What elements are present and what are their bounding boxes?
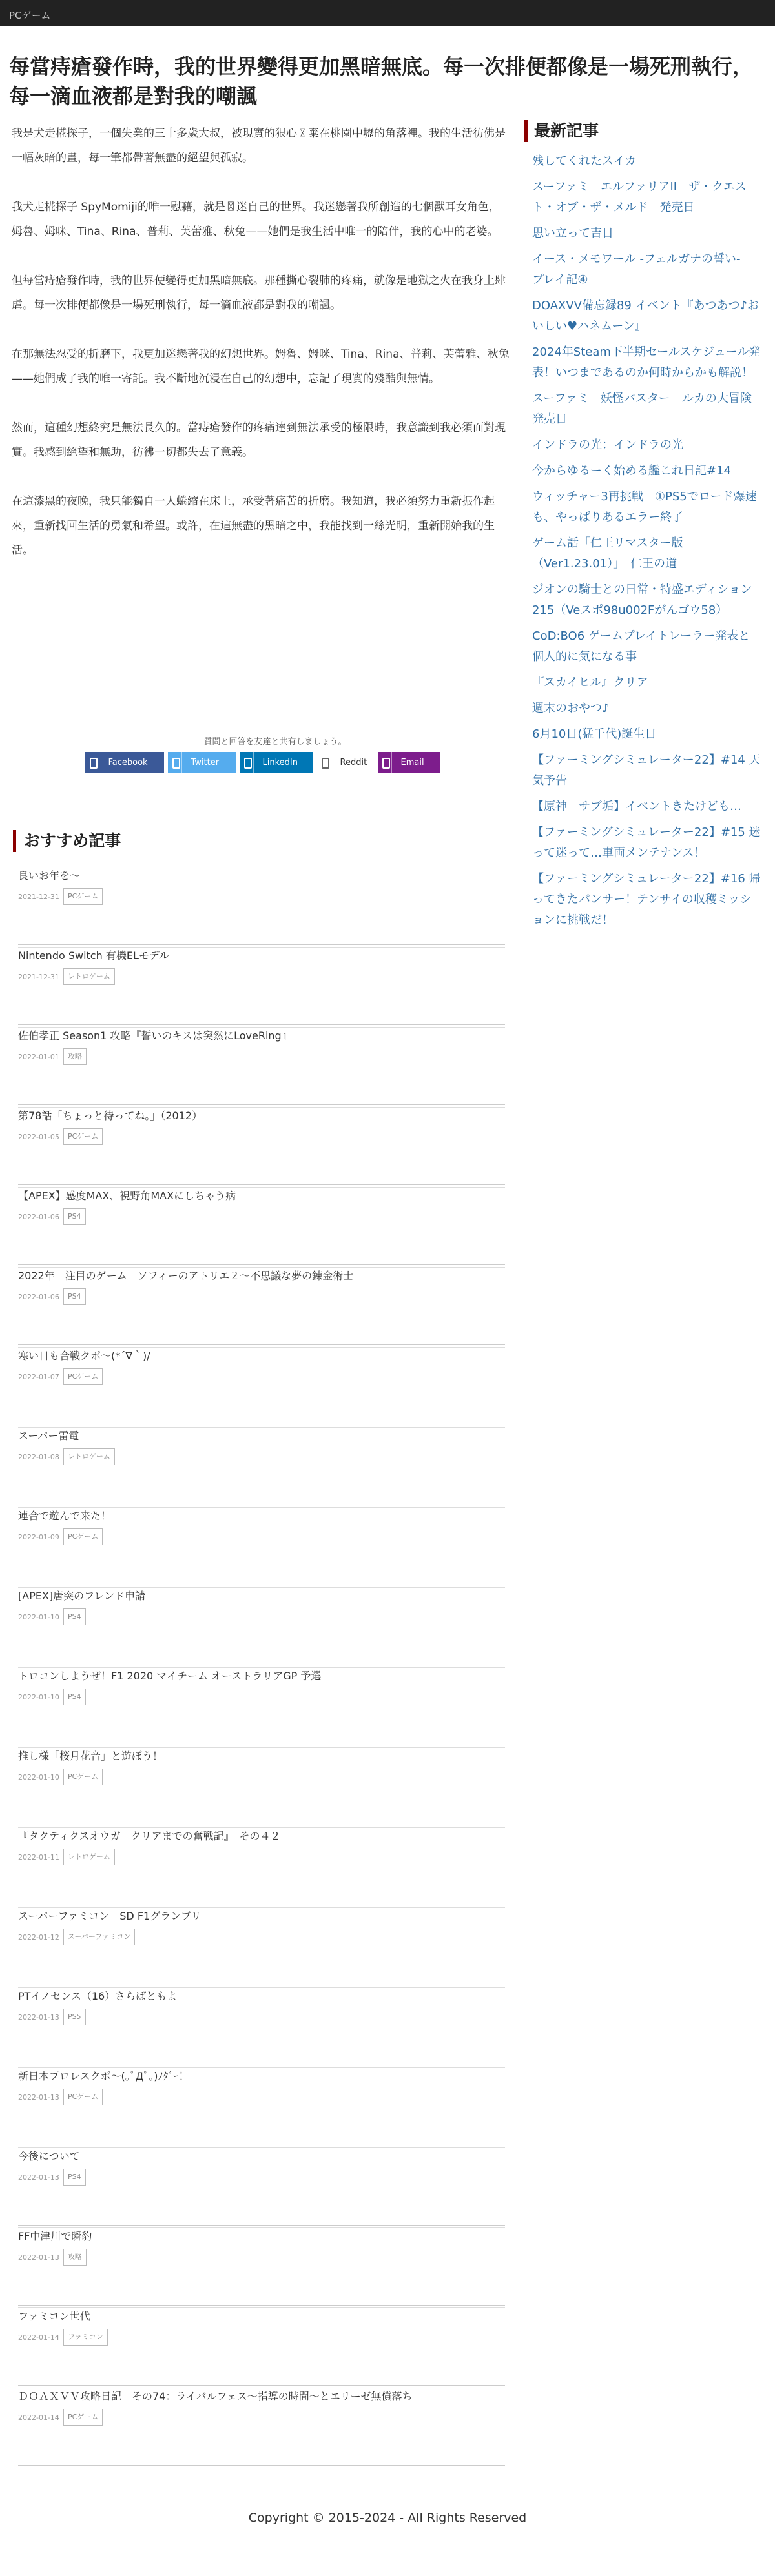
recommended-item-date: 2022-01-14: [18, 2333, 59, 2342]
recommended-item-date: 2022-01-14: [18, 2413, 59, 2422]
share-section: [13, 735, 512, 773]
recommended-item: [18, 2145, 505, 2226]
recommended-item-title[interactable]: 連合で遊んで来た！: [18, 1510, 112, 1522]
latest-post-link[interactable]: 『スカイヒル』クリア: [532, 676, 648, 689]
share-button-label: Email: [400, 757, 424, 767]
share-facebook-button[interactable]: [85, 752, 164, 773]
latest-post-link[interactable]: 今からゆるーく始める艦これ日記#14: [532, 464, 731, 478]
twitter-icon: [168, 752, 182, 773]
recommended-item-title[interactable]: 2022年 注目のゲーム ソフィーのアトリエ２～不思議な夢の錬金術士: [18, 1270, 354, 1282]
recommended-item-title[interactable]: 推し様「桜月花音」と遊ぼう！: [18, 1750, 163, 1762]
recommended-item-title[interactable]: FF中津川で瞬豹: [18, 2230, 92, 2242]
article-paragraph: 我是犬走椛探子，一個失業的三十多歲大叔，被現實的狠心〿棄在桃園中壢的角落裡。我的生活彷佛是一幅灰暗的畫，每一筆都帶著無盡的絕望與孤寂。: [12, 127, 506, 165]
recommended-item-date: 2021-12-31: [18, 972, 59, 981]
recommended-item: [18, 1185, 505, 1265]
category-tag[interactable]: PS4: [63, 1608, 86, 1625]
recommended-item-date: 2022-01-06: [18, 1212, 59, 1221]
article-paragraph: 但每當痔瘡發作時，我的世界便變得更加黑暗無底。那種撕心裂肺的疼痛，就像是地獄之火在我身上肆虐。每一次排便都像是一場死刑執行，每一滴血液都是對我的嘲諷。: [12, 274, 506, 312]
sidebar: [524, 120, 761, 936]
recommended-item-title[interactable]: PTイノセンス（16）さらばともよ: [18, 1990, 178, 2002]
latest-post-link[interactable]: イース・メモワール -フェルガナの誓い- プレイ記④: [532, 252, 752, 287]
recommended-item: [18, 2386, 505, 2466]
recommended-item-title[interactable]: [APEX]唐突のフレンド申請: [18, 1590, 146, 1602]
footer-copyright: Copyright © 2015-2024 - All Rights Reserved: [248, 2511, 527, 2525]
recommended-item-date: 2022-01-13: [18, 2093, 59, 2102]
latest-post-link[interactable]: ジオンの騎士との日常・特盛エディション215（Veスポ98u002Fがんゴウ58）: [532, 583, 752, 617]
recommended-item-date: 2022-01-08: [18, 1452, 59, 1461]
recommended-item-title[interactable]: スーパー雷電: [18, 1430, 79, 1442]
category-tag[interactable]: レトロゲーム: [63, 968, 115, 985]
article-title: 每當痔瘡發作時，我的世界變得更加黑暗無底。每一次排便都像是一場死刑執行，每一滴血液都是對我的嘲諷: [9, 54, 754, 108]
recommended-item-date: 2022-01-12: [18, 1932, 59, 1942]
category-tag[interactable]: 攻略: [63, 1048, 87, 1065]
recommended-item-title[interactable]: トロコンしようぜ！F1 2020 マイチーム オーストラリアGP 予選: [18, 1670, 322, 1682]
recommended-item: [18, 865, 505, 945]
latest-post-link[interactable]: 残してくれたスイカ: [532, 154, 637, 168]
category-tag[interactable]: PS4: [63, 2169, 86, 2186]
recommended-item: [18, 1745, 505, 1825]
recommended-item-date: 2022-01-05: [18, 1132, 59, 1141]
category-tag[interactable]: 攻略: [63, 2249, 87, 2266]
latest-posts-heading: 最新記事: [524, 120, 761, 142]
recommended-item: [18, 1345, 505, 1425]
article-paragraph: 在這漆黑的夜晚，我只能獨自一人蜷縮在床上，承受著痛苦的折磨。我知道，我必須努力重新振作起來，重新找回生活的勇氣和希望。或許，在這無盡的黑暗之中，我能找到一絲光明，重新開始我的生活。: [12, 495, 495, 557]
share-button-label: LinkedIn: [262, 757, 298, 767]
latest-post-link[interactable]: インドラの光：インドラの光: [532, 438, 683, 452]
category-tag[interactable]: PCゲーム: [63, 888, 103, 905]
recommended-item-date: 2022-01-13: [18, 2173, 59, 2182]
recommended-item: [18, 2065, 505, 2145]
email-icon: [378, 752, 392, 773]
latest-post-link[interactable]: スーファミ エルファリアII ザ・クエスト・オブ・ザ・メルド 発売日: [532, 180, 747, 214]
article-paragraph: 然而，這種幻想終究是無法長久的。當痔瘡發作的疼痛達到無法承受的極限時，我意識到我必須面對現實。我感到絕望和無助，彷彿一切都失去了意義。: [12, 421, 506, 459]
category-tag[interactable]: PCゲーム: [63, 2089, 103, 2105]
latest-post-link[interactable]: 2024年Steam下半期セールスケジュール発表！いつまであるのか何時からかも解説！: [532, 345, 761, 380]
share-email-button[interactable]: [378, 752, 440, 773]
recommended-item-title[interactable]: 新日本プロレスクポ～(｡ﾟДﾟ｡)ﾉﾀﾞｰ！: [18, 2070, 189, 2082]
article-paragraph: 在那無法忍受的折磨下，我更加迷戀著我的幻想世界。姆魯、姆咪、Tina、Rina、普莉、芙蕾雅、秋兔——她們成了我的唯一寄託。我不斷地沉浸在自己的幻想中，忘記了現實的殘酷與無情。: [12, 348, 510, 385]
recommended-item-title[interactable]: 【APEX】感度MAX、視野角MAXにしちゃう病: [18, 1190, 236, 1202]
latest-post-link[interactable]: 週末のおやつ♪: [532, 702, 610, 715]
recommended-heading: おすすめ記事: [13, 830, 510, 852]
category-tag[interactable]: レトロゲーム: [63, 1448, 115, 1465]
share-reddit-button[interactable]: [317, 752, 374, 773]
category-tag[interactable]: PS4: [63, 1288, 86, 1305]
recommended-item: [18, 2306, 505, 2386]
category-tag[interactable]: PCゲーム: [63, 1769, 103, 1785]
category-tag[interactable]: PCゲーム: [63, 1128, 103, 1145]
category-tag[interactable]: PCゲーム: [63, 1528, 103, 1545]
latest-post-link[interactable]: 思い立って吉日: [532, 227, 614, 240]
recommended-item: [18, 1905, 505, 1985]
recommended-item-title[interactable]: 第78話「ちょっと待ってね。」（2012）: [18, 1110, 203, 1122]
site-name-link[interactable]: PCゲーム: [9, 10, 51, 21]
recommended-item-title[interactable]: ファミコン世代: [18, 2310, 90, 2322]
category-tag[interactable]: ファミコン: [63, 2329, 108, 2346]
category-tag[interactable]: PS4: [63, 1689, 86, 1705]
recommended-item-title[interactable]: Nintendo Switch 有機ELモデル: [18, 949, 170, 962]
recommended-item: [18, 1105, 505, 1185]
category-tag[interactable]: PCゲーム: [63, 1368, 103, 1385]
recommended-item-title[interactable]: 『タクティクスオウガ クリアまでの奮戦記』 その４２: [18, 1830, 281, 1842]
article-body: [12, 121, 510, 587]
latest-post-link[interactable]: 6月10日(猛千代)誕生日: [532, 727, 657, 741]
recommended-item: [18, 1825, 505, 1905]
recommended-item: [18, 2226, 505, 2306]
recommended-item-title[interactable]: スーパーファミコン SD F1グランプリ: [18, 1910, 202, 1922]
latest-post-link[interactable]: 【ファーミングシミュレーター22】#16 帰ってきたパンサー！テンサイの収穫ミッションに挑戦だ！: [532, 872, 761, 927]
category-tag[interactable]: PCゲーム: [63, 2409, 103, 2426]
share-linkedin-button[interactable]: [240, 752, 313, 773]
latest-post-link[interactable]: 【ファーミングシミュレーター22】#15 迷って迷って…車両メンテナンス！: [532, 826, 761, 860]
latest-post-link[interactable]: CoD:BO6 ゲームプレイトレーラー発表と個人的に気になる事: [532, 629, 750, 664]
recommended-item: [18, 1425, 505, 1505]
share-buttons: [13, 752, 512, 773]
recommended-item-date: 2022-01-01: [18, 1052, 59, 1061]
latest-post-link[interactable]: 【原神 サブ垢】イベントきたけども…: [532, 800, 741, 813]
share-button-label: Reddit: [340, 757, 367, 767]
category-tag[interactable]: PS4: [63, 1208, 86, 1225]
facebook-icon: [85, 752, 99, 773]
share-twitter-button[interactable]: [168, 752, 236, 773]
recommended-item-title[interactable]: 寒い日も合戦クポ～(*´∇｀)/: [18, 1350, 150, 1362]
share-label: 質問と回答を友達と共有しましょう。: [203, 737, 347, 747]
latest-post-link[interactable]: 【ファーミングシミュレーター22】#14 天気予告: [532, 753, 761, 787]
recommended-item: [18, 1585, 505, 1665]
latest-post-link[interactable]: ウィッチャー3再挑戦 ①PS5でロード爆速も、やっぱりあるエラー終了: [532, 490, 757, 524]
latest-post-link[interactable]: スーファミ 妖怪バスター ルカの大冒険 発売日: [532, 392, 763, 426]
recommended-item: [18, 1505, 505, 1585]
article-paragraph: 我犬走椛探子 SpyMomiji的唯一慰藉，就是〿迷自己的世界。我迷戀著我所創造的七個獸耳女角色，姆魯、姆咪、Tina、Rina、普莉、芙蕾雅、秋兔——她們是我生活中唯一的陪伴，我的心中的老婆。: [12, 201, 500, 238]
latest-posts-list: [524, 151, 761, 931]
recommended-item-date: 2022-01-11: [18, 1852, 59, 1861]
recommended-item-title[interactable]: 今後について: [18, 2150, 80, 2162]
recommended-item-date: 2022-01-07: [18, 1372, 59, 1381]
recommended-item-date: 2022-01-10: [18, 1692, 59, 1701]
latest-post-link[interactable]: DOAXVV備忘録89 イベント『あつあつ♪おいしい♥ハネムーン』: [532, 299, 760, 333]
top-bar: [0, 0, 775, 26]
recommended-item: [18, 1985, 505, 2065]
recommended-item-date: 2022-01-10: [18, 1772, 59, 1781]
category-tag[interactable]: レトロゲーム: [63, 1849, 115, 1865]
recommended-item-title[interactable]: 佐伯孝正 Season1 攻略『誓いのキスは突然にLoveRing』: [18, 1029, 292, 1042]
recommended-list: [18, 865, 505, 2466]
recommended-item-title[interactable]: ＤＯＡＸＶＶ攻略日記 その74：ライバルフェス～指導の時間～とエリーゼ無償落ち: [18, 2390, 413, 2402]
reddit-icon: [317, 752, 331, 773]
recommended-item-title[interactable]: 良いお年を～: [18, 869, 81, 882]
category-tag[interactable]: スーパーファミコン: [63, 1929, 135, 1945]
recommended-item-date: 2022-01-13: [18, 2013, 59, 2022]
latest-post-link[interactable]: ゲーム話「仁王リマスター版（Ver1.23.01）」 仁王の道: [532, 536, 683, 571]
recommended-item: [18, 1265, 505, 1345]
recommended-item-date: 2022-01-09: [18, 1532, 59, 1541]
recommended-item: [18, 1025, 505, 1105]
linkedin-icon: [240, 752, 254, 773]
share-button-label: Twitter: [191, 757, 220, 767]
recommended-item: [18, 945, 505, 1025]
recommended-item-date: 2022-01-13: [18, 2253, 59, 2262]
recommended-item-date: 2022-01-10: [18, 1612, 59, 1621]
recommended-item-date: 2022-01-06: [18, 1292, 59, 1301]
share-button-label: Facebook: [108, 757, 148, 767]
recommended-item-date: 2021-12-31: [18, 892, 59, 901]
recommended-item: [18, 1665, 505, 1745]
category-tag[interactable]: PS5: [63, 2009, 86, 2025]
